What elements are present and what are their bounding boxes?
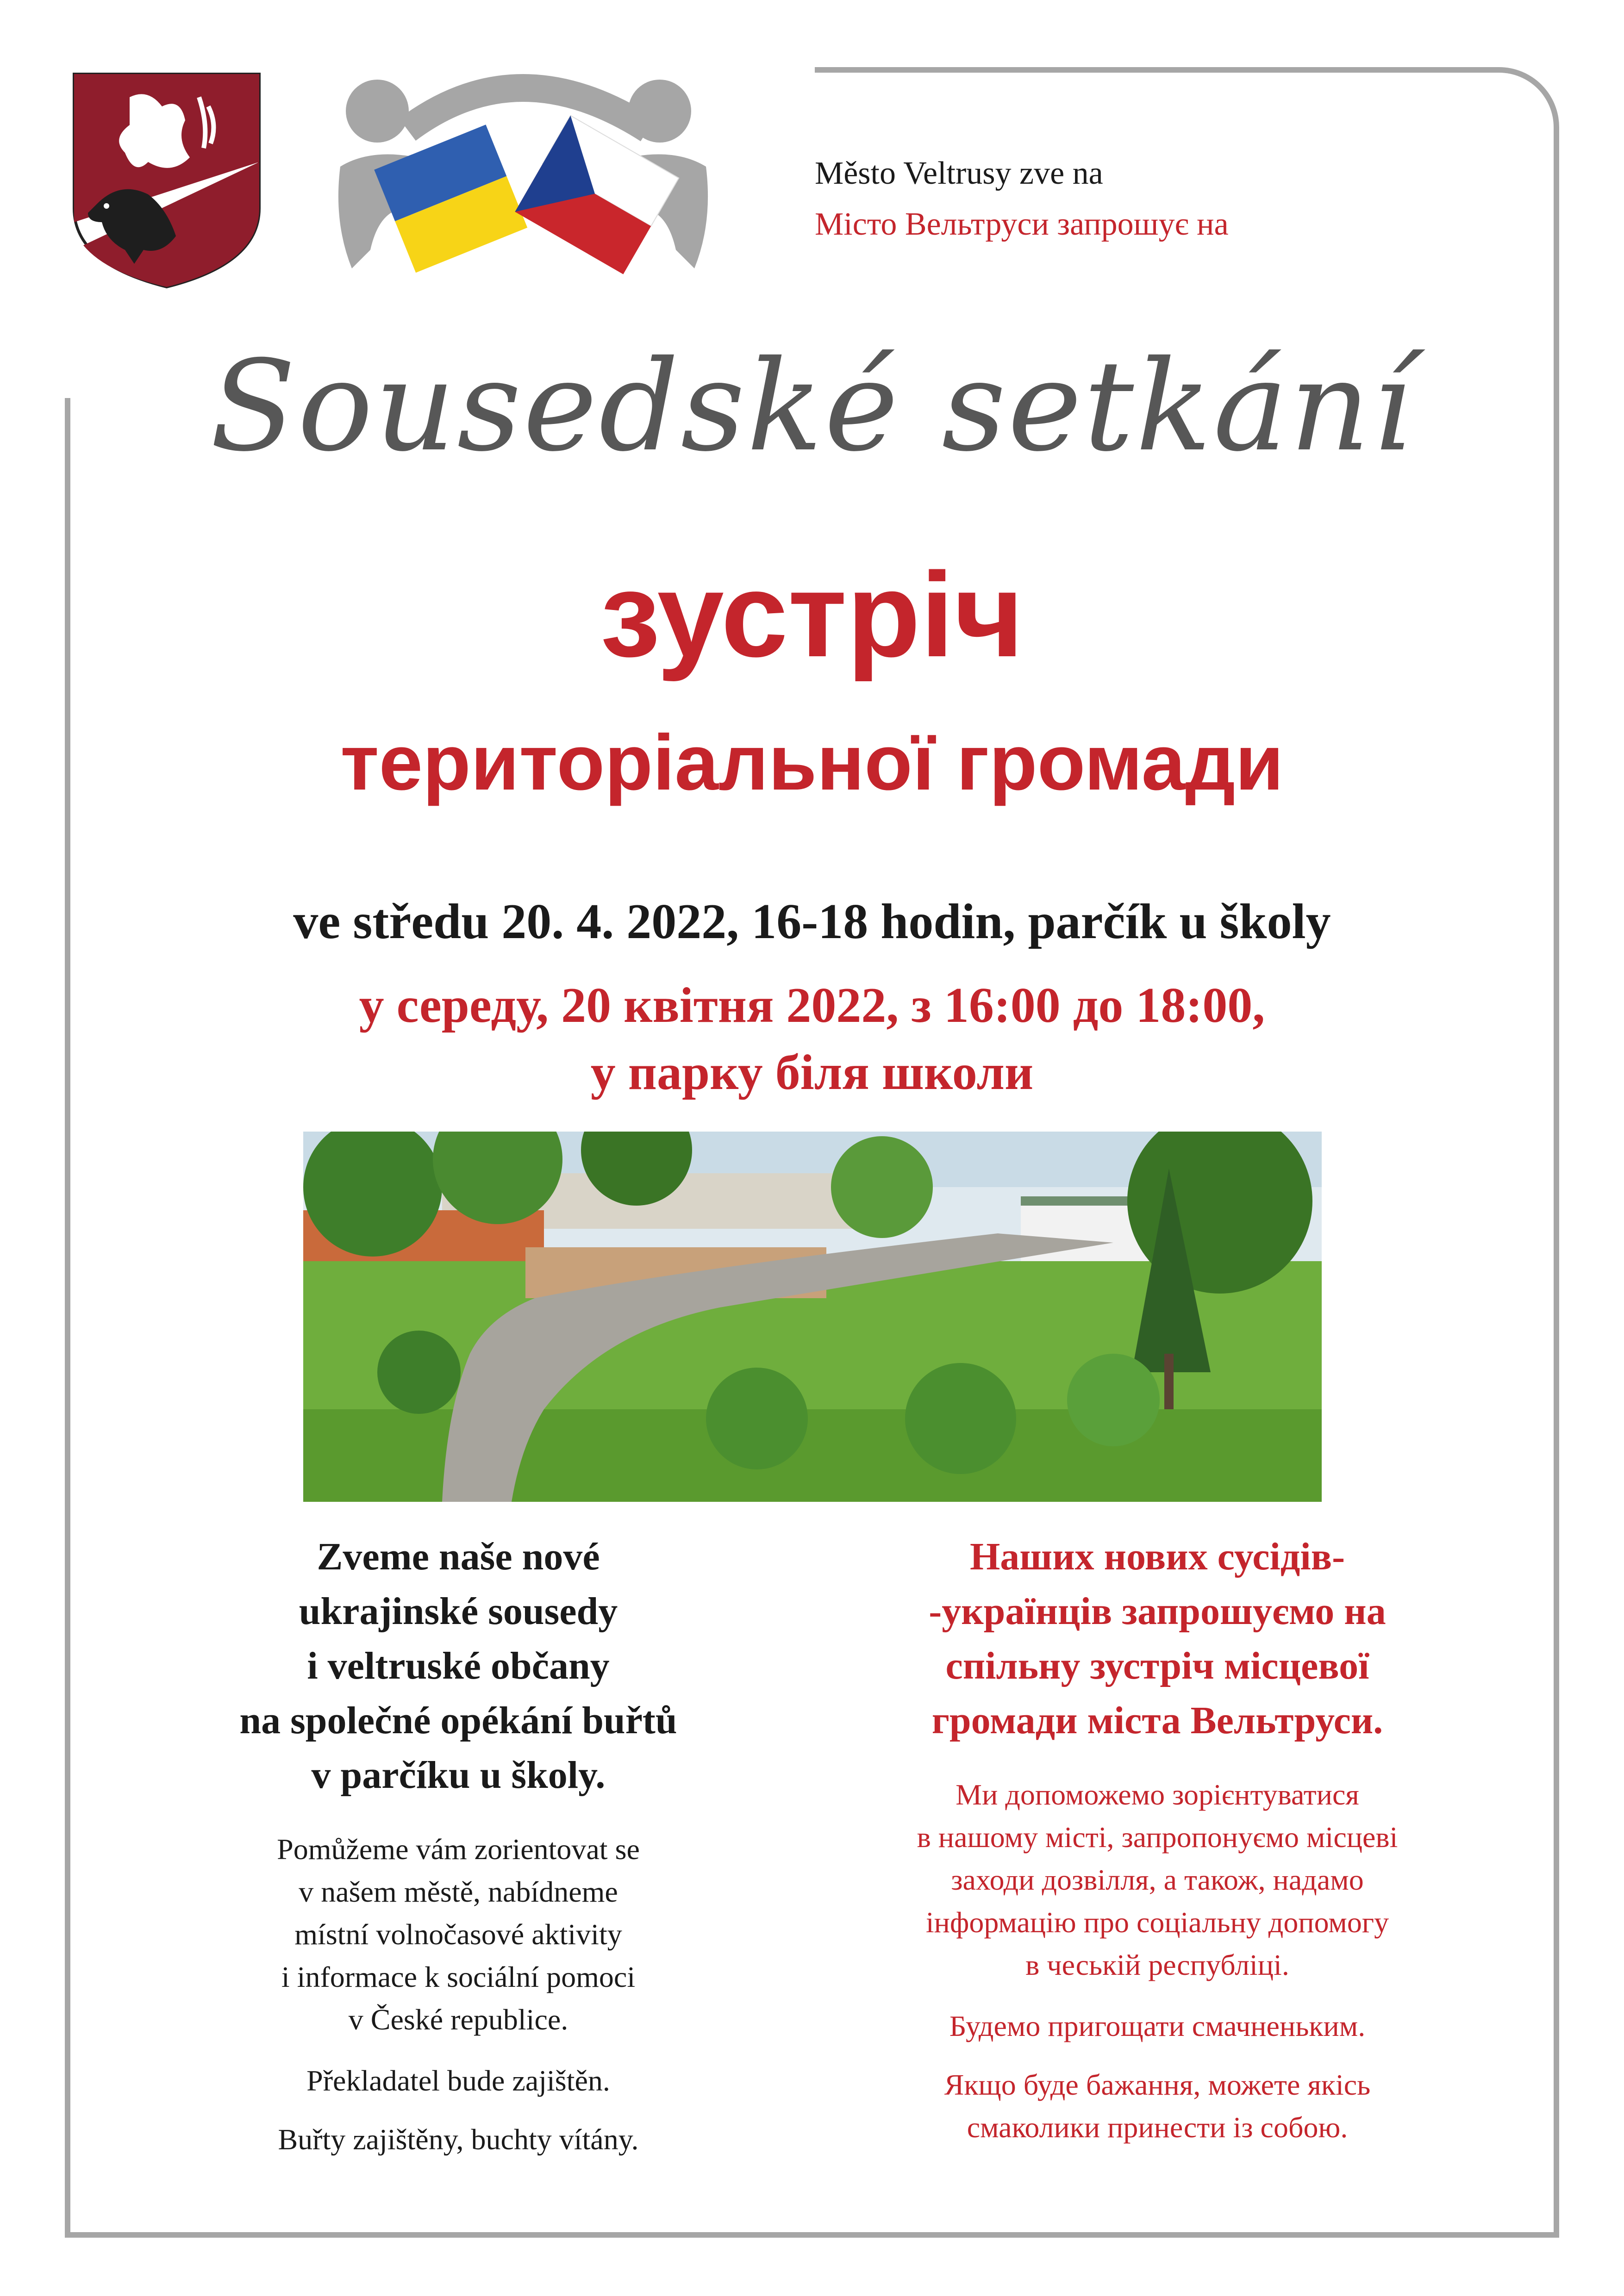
ua-lead-line: громади міста Вельтруси.: [931, 1699, 1383, 1742]
cz-body-line: v našem městě, nabídneme: [299, 1875, 618, 1908]
invitation-header: [815, 148, 1229, 250]
ua-lead-line: спільну зустріч місцевої: [945, 1644, 1369, 1687]
ukrainian-column: [829, 1530, 1486, 2149]
cz-lead-line: na společné opékání buřtů: [239, 1699, 677, 1742]
date-ua-line2: у парку біля школи: [590, 1045, 1034, 1100]
cz-body-line: v České republice.: [348, 2003, 568, 2036]
title-ua-line1: зустріч: [600, 548, 1024, 682]
title-ua-line2: територіальної громади: [340, 719, 1284, 807]
ua-body-line: в чеській республіці.: [1025, 1948, 1289, 1981]
date-cz: ve středu 20. 4. 2022, 16-18 hodin, parčík u školy: [293, 894, 1331, 949]
ua-lead-line: Наших нових сусідів-: [969, 1535, 1345, 1578]
czech-column: [106, 1530, 810, 2161]
ua-lead-line: -українців запрошуємо на: [929, 1590, 1386, 1633]
invite-cz: Město Veltrusy zve na: [815, 156, 1103, 191]
town-crest-icon: [69, 69, 264, 292]
cz-body-line: místní volnočasové aktivity: [294, 1918, 622, 1951]
title-script: Sousedské setkání: [210, 333, 1414, 479]
handshake-flags-logo-icon: [296, 56, 750, 315]
ua-body-line: інформацію про соціальну допомогу: [925, 1906, 1389, 1939]
park-photo: [303, 1132, 1322, 1502]
cz-lead-line: v parčíku u školy.: [311, 1754, 606, 1797]
cz-lead-line: Zveme naše nové: [317, 1535, 600, 1578]
cz-translator: Překladatel bude zajištěn.: [306, 2064, 610, 2097]
ua-treat: Будемо пригощати смачненьким.: [949, 2010, 1366, 2042]
ua-body-line: заходи дозвілля, а також, надамо: [951, 1863, 1364, 1896]
cz-body-line: Pomůžeme vám zorientovat se: [277, 1833, 640, 1866]
cz-food: Buřty zajištěny, buchty vítány.: [278, 2123, 639, 2156]
ua-bring-line: Якщо буде бажання, можете якісь: [944, 2068, 1371, 2101]
date-ua-line1: у середу, 20 квітня 2022, з 16:00 до 18:00,: [359, 978, 1265, 1033]
date-ua: [0, 972, 1624, 1106]
cz-lead-line: i veltruské občany: [307, 1644, 610, 1687]
ua-body-line: Ми допоможемо зорієнтуватися: [956, 1778, 1359, 1811]
cz-lead-line: ukrajinské sousedy: [299, 1590, 618, 1633]
ua-bring-line: смаколики принести із собою.: [967, 2111, 1348, 2144]
cz-body-line: i informace k sociální pomoci: [281, 1960, 636, 1993]
ua-body-line: в нашому місті, запропонуємо місцеві: [917, 1821, 1398, 1854]
invite-ua: Місто Вельтруси запрошує на: [815, 206, 1229, 242]
